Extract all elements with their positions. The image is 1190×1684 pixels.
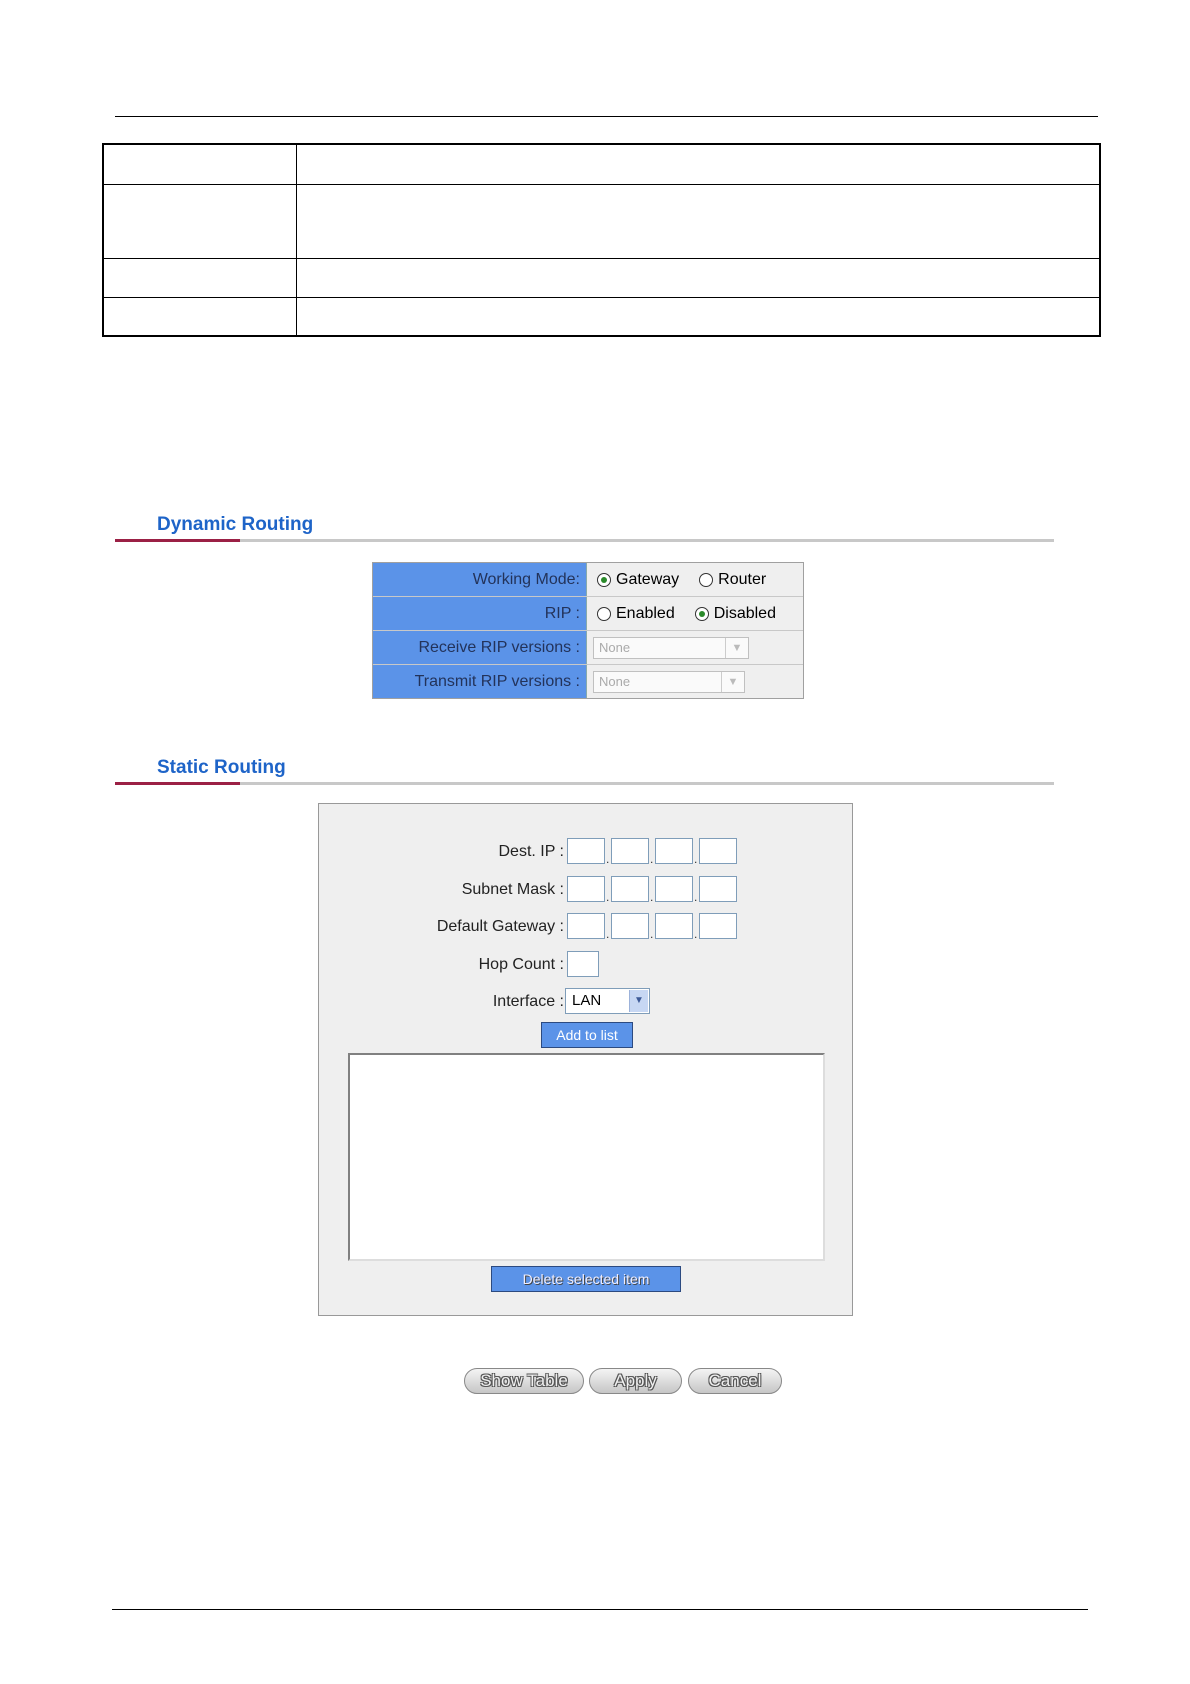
section-rule — [115, 782, 1054, 785]
delete-selected-item-button[interactable]: Delete selected item — [491, 1266, 681, 1292]
chevron-down-icon: ▼ — [721, 672, 744, 692]
table-cell — [297, 144, 1101, 184]
static-routing-panel — [318, 803, 853, 1316]
default-gateway-octet-2[interactable] — [611, 913, 649, 939]
hop-count-input[interactable] — [567, 951, 599, 977]
rip-disabled-radio[interactable] — [695, 605, 776, 623]
working-mode-router-radio[interactable] — [699, 571, 766, 589]
section-title: Dynamic Routing — [157, 514, 314, 535]
radio-unchecked-icon — [699, 573, 713, 587]
rip-label: RIP : — [373, 597, 587, 630]
header-rule — [115, 116, 1098, 117]
radio-checked-icon — [695, 607, 709, 621]
description-table — [102, 143, 1101, 337]
interface-row — [319, 988, 854, 1016]
subnet-mask-label: Subnet Mask : — [461, 881, 564, 898]
table-cell — [103, 297, 297, 336]
dest-ip-octet-1[interactable] — [567, 838, 605, 864]
table-cell — [103, 258, 297, 297]
working-mode-row — [373, 563, 803, 597]
radio-label: Gateway — [616, 570, 680, 588]
table-cell — [103, 144, 297, 184]
dynamic-routing-panel — [372, 562, 804, 699]
dest-ip-row: Dest. IP : . . . — [319, 838, 854, 866]
hop-count-label: Hop Count : — [478, 956, 564, 973]
dest-ip-octet-3[interactable] — [655, 838, 693, 864]
radio-label: Disabled — [713, 604, 776, 622]
default-gateway-octet-4[interactable] — [699, 913, 737, 939]
subnet-mask-octet-4[interactable] — [699, 876, 737, 902]
radio-checked-icon — [597, 573, 611, 587]
table-cell — [297, 184, 1101, 258]
default-gateway-row: Default Gateway : . . . — [319, 913, 854, 941]
select-value: None — [599, 640, 631, 655]
default-gateway-octet-1[interactable] — [567, 913, 605, 939]
select-value: None — [599, 674, 631, 689]
radio-label: Router — [718, 570, 767, 588]
route-list[interactable] — [348, 1053, 825, 1261]
radio-unchecked-icon — [597, 607, 611, 621]
rip-row — [373, 597, 803, 631]
chevron-down-icon: ▼ — [725, 638, 748, 658]
transmit-rip-label: Transmit RIP versions : — [373, 665, 587, 698]
apply-button[interactable]: Apply — [589, 1368, 682, 1394]
add-to-list-button[interactable]: Add to list — [541, 1022, 633, 1048]
table-cell — [297, 297, 1101, 336]
subnet-mask-octet-1[interactable] — [567, 876, 605, 902]
table-cell — [297, 258, 1101, 297]
table-cell — [103, 184, 297, 258]
dynamic-routing-heading — [115, 513, 1054, 542]
subnet-mask-row: Subnet Mask : . . . — [319, 876, 854, 904]
dest-ip-label: Dest. IP : — [498, 843, 564, 860]
transmit-rip-select[interactable] — [593, 671, 745, 693]
working-mode-gateway-radio[interactable] — [597, 571, 679, 589]
hop-count-row — [319, 951, 854, 979]
default-gateway-octet-3[interactable] — [655, 913, 693, 939]
dest-ip-octet-2[interactable] — [611, 838, 649, 864]
select-value: LAN — [572, 992, 602, 1009]
working-mode-label: Working Mode: — [373, 563, 587, 596]
rip-enabled-radio[interactable] — [597, 605, 675, 623]
radio-label: Enabled — [616, 604, 675, 622]
footer-rule — [112, 1609, 1088, 1610]
show-table-button[interactable]: Show Table — [464, 1368, 584, 1394]
cancel-button[interactable]: Cancel — [688, 1368, 782, 1394]
section-title: Static Routing — [157, 757, 286, 778]
receive-rip-row — [373, 631, 803, 665]
interface-select[interactable] — [565, 988, 650, 1014]
static-routing-heading — [115, 756, 1054, 785]
receive-rip-select[interactable] — [593, 637, 749, 659]
transmit-rip-row — [373, 665, 803, 698]
section-rule — [115, 539, 1054, 542]
interface-label: Interface : — [492, 993, 564, 1010]
dest-ip-octet-4[interactable] — [699, 838, 737, 864]
receive-rip-label: Receive RIP versions : — [373, 631, 587, 664]
chevron-down-icon: ▼ — [629, 990, 648, 1012]
default-gateway-label: Default Gateway : — [436, 918, 564, 935]
subnet-mask-octet-2[interactable] — [611, 876, 649, 902]
subnet-mask-octet-3[interactable] — [655, 876, 693, 902]
